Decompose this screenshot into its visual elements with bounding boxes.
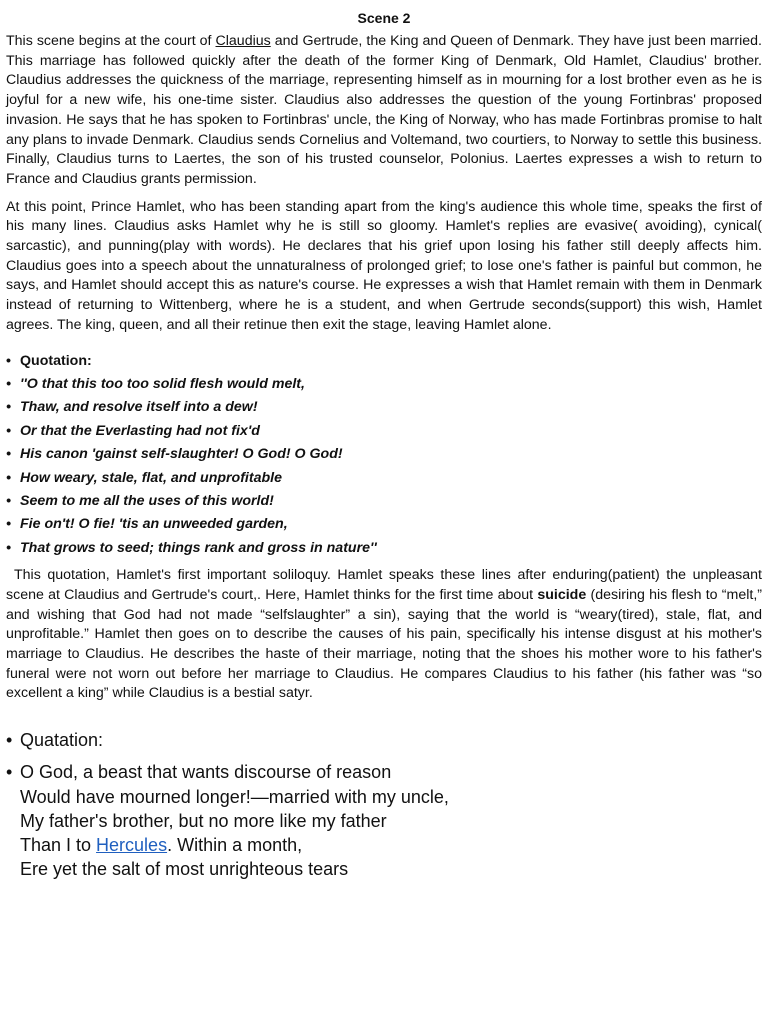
paragraph-text: (desiring his flesh to “melt,” and wishing that God had not made “selfslaughter” a sin), saying that the world is “weary(tired), stale, flat, and unprofitable.” Hamlet then goes on to describe the causes of his pain, specifically his intense disgust at his mother's marriage to Claudius. He describes the haste of their marriage, noting that the shoes his mother wore to his father's funeral were not worn out before her marriage to Claudius. He compares Claudius to his father (his father was “so excellent a king” while Claudius is a bestial satyr. — [6, 586, 762, 702]
quotation-line: • His canon 'gainst self-slaughter! O God! O God! — [6, 443, 762, 466]
paragraph-hamlet-speaks: At this point, Prince Hamlet, who has been standing apart from the king's audience this whole time, speaks the first of his many lines. Claudius asks Hamlet why he is still so gloomy. Hamlet's replies are evasive( avoiding), cynical( sarcastic), and punning(play with words). He declares that his grief upon losing his father still deeply affects him. Claudius goes into a speech about the unnaturalness of prolonged grief; to lose one's father is painful but common, he says, and Hamlet should accept this as nature's course. He expresses a wish that Hamlet remain with them in Denmark instead of returning to Wittenberg, where he is a student, and when Gertrude seconds(support) this wish, Hamlet agrees. The king, queen, and all their retinue then exit the stage, leaving Hamlet alone. — [6, 198, 762, 333]
claudius-underlined: Claudius — [215, 33, 271, 49]
document-page — [0, 10, 768, 1034]
quotation-line: • Fie on't! O fie! 'tis an unweeded garden, — [6, 513, 762, 536]
quatation-line — [20, 833, 762, 857]
quatation-text: . Within a month, — [167, 834, 303, 855]
quatation-line: Would have mourned longer!—married with my uncle, — [20, 786, 449, 807]
quatation-line: • O God, a beast that wants discourse of reason — [20, 762, 392, 783]
paragraph-text: This scene begins at the court of — [6, 33, 216, 49]
quotation-line: • How weary, stale, flat, and unprofitable — [6, 467, 762, 490]
quotation-list — [6, 350, 762, 561]
quotation-line: • Seem to me all the uses of this world! — [6, 490, 762, 513]
paragraph-text: This quotation, Hamlet's first important soliloquy. Hamlet speaks these lines after enduring(patient) the unpleasant scene at Claudius and Gertrude's court,. Here, Hamlet thinks for the first time about — [6, 567, 762, 603]
quatation-heading: • Quatation: — [6, 728, 762, 752]
paragraph-text: and Gertrude, the King and Queen of Denmark. They have just been married. This marriage has followed quickly after the death of the former King of Denmark, Old Hamlet, Claudius' brother. Claudius addresses the quickness of the marriage, representing himself as in mourning for a lost brother even as he is joyful for a new wife, his one-time sister. Claudius also addresses the question of the young Fortinbras' proposed invasion. He says that he has spoken to Fortinbras' uncle, the King of Norway, who has made Fortinbras promise to halt any plans to invade Denmark. Claudius sends Cornelius and Voltemand, two courtiers, to Norway to settle this business. Finally, Claudius turns to Laertes, the son of his trusted counselor, Polonius. Laertes expresses a wish to return to France and Claudius grants permission. — [6, 33, 762, 187]
quatation-line: My father's brother, but no more like my father — [20, 810, 387, 831]
paragraph-soliloquy-analysis — [6, 566, 762, 704]
quotation-line: • Thaw, and resolve itself into a dew! — [6, 396, 762, 419]
quatation-block — [6, 760, 762, 881]
page-title: Scene 2 — [357, 10, 411, 26]
quatation-text: Than I to — [20, 834, 97, 855]
quotation-heading: • Quotation: — [6, 350, 762, 373]
quotation-line: • ''O that this too too solid flesh would melt, — [6, 373, 762, 396]
suicide-bold: suicide — [537, 586, 587, 603]
quotation-line: • Or that the Everlasting had not fix'd — [6, 420, 762, 443]
paragraph-court-scene — [6, 32, 762, 190]
quotation-line: • That grows to seed; things rank and gross in nature'' — [6, 537, 762, 560]
hercules-link[interactable]: Hercules — [96, 834, 168, 855]
quatation-line: Ere yet the salt of most unrighteous tears — [20, 859, 349, 880]
